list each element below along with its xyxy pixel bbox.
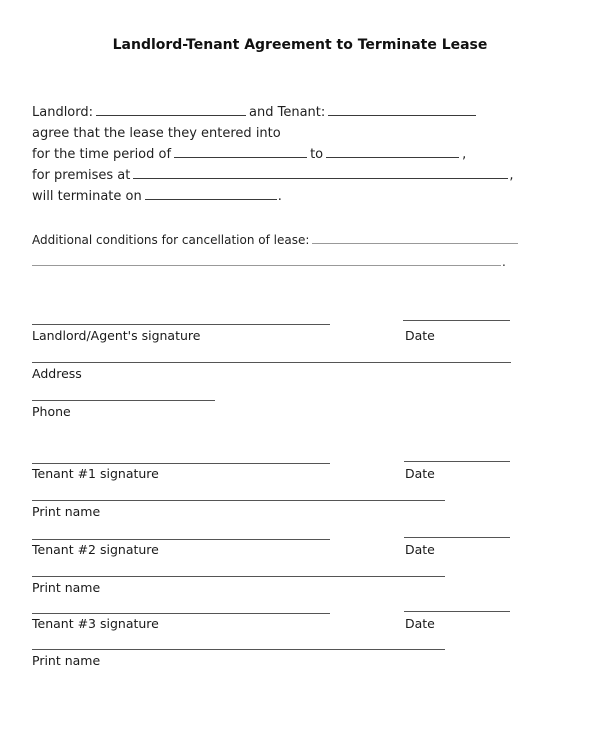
intro-line-4 bbox=[32, 165, 532, 186]
tenant3-signature-label: Tenant #3 signature bbox=[32, 616, 159, 631]
terminate-period: . bbox=[277, 189, 282, 204]
additional-conditions-label: Additional conditions for cancellation of lease: bbox=[32, 233, 310, 247]
tenant3-date-label: Date bbox=[405, 616, 435, 631]
landlord-date-field[interactable] bbox=[403, 308, 510, 321]
landlord-signature-field[interactable] bbox=[32, 312, 330, 325]
landlord-phone-label: Phone bbox=[32, 404, 71, 419]
landlord-date-label: Date bbox=[405, 328, 435, 343]
tenant2-date-label: Date bbox=[405, 542, 435, 557]
additional-trailing-period: . bbox=[502, 255, 506, 269]
tenant1-date-field[interactable] bbox=[404, 449, 510, 462]
period-from-field[interactable] bbox=[174, 144, 307, 158]
tenant1-signature-label: Tenant #1 signature bbox=[32, 466, 159, 481]
tenant-name-field[interactable] bbox=[328, 102, 476, 116]
time-period-label: for the time period of bbox=[32, 147, 172, 162]
landlord-signature-label: Landlord/Agent's signature bbox=[32, 328, 201, 343]
period-comma: , bbox=[462, 147, 467, 162]
page-title: Landlord-Tenant Agreement to Terminate Lease bbox=[112, 37, 488, 53]
tenant2-print-name-field[interactable] bbox=[32, 564, 445, 577]
intro-line-2: agree that the lease they entered into bbox=[32, 126, 281, 141]
tenant3-signature-field[interactable] bbox=[32, 601, 330, 614]
additional-conditions-row-2 bbox=[32, 252, 552, 269]
premises-field[interactable] bbox=[133, 165, 508, 179]
landlord-address-label: Address bbox=[32, 366, 82, 381]
tenant3-date-field[interactable] bbox=[404, 599, 510, 612]
tenant1-date-label: Date bbox=[405, 466, 435, 481]
period-to-field[interactable] bbox=[326, 144, 459, 158]
tenant2-signature-label: Tenant #2 signature bbox=[32, 542, 159, 557]
premises-label: for premises at bbox=[32, 168, 131, 183]
tenant1-print-name-field[interactable] bbox=[32, 488, 445, 501]
landlord-address-field[interactable] bbox=[32, 350, 511, 363]
tenant2-print-name-label: Print name bbox=[32, 580, 101, 595]
premises-comma: , bbox=[509, 168, 514, 183]
terminate-date-field[interactable] bbox=[145, 186, 277, 200]
intro-line-3 bbox=[32, 144, 532, 165]
intro-line-1 bbox=[32, 102, 532, 123]
intro-paragraph bbox=[32, 102, 532, 207]
landlord-label: Landlord: bbox=[32, 105, 94, 120]
tenant2-signature-field[interactable] bbox=[32, 527, 330, 540]
terminate-label: will terminate on bbox=[32, 189, 142, 204]
to-label: to bbox=[310, 147, 324, 162]
intro-line-5 bbox=[32, 186, 532, 207]
tenant2-date-field[interactable] bbox=[404, 525, 510, 538]
landlord-name-field[interactable] bbox=[96, 102, 246, 116]
landlord-phone-field[interactable] bbox=[32, 388, 215, 401]
additional-conditions-field-1[interactable] bbox=[312, 230, 518, 244]
tenant-label: and Tenant: bbox=[249, 105, 326, 120]
tenant1-signature-field[interactable] bbox=[32, 451, 330, 464]
tenant1-print-name-label: Print name bbox=[32, 504, 101, 519]
tenant3-print-name-field[interactable] bbox=[32, 637, 445, 650]
additional-conditions-field-2[interactable] bbox=[32, 252, 501, 266]
additional-conditions-row bbox=[32, 230, 552, 247]
tenant3-print-name-label: Print name bbox=[32, 653, 101, 668]
